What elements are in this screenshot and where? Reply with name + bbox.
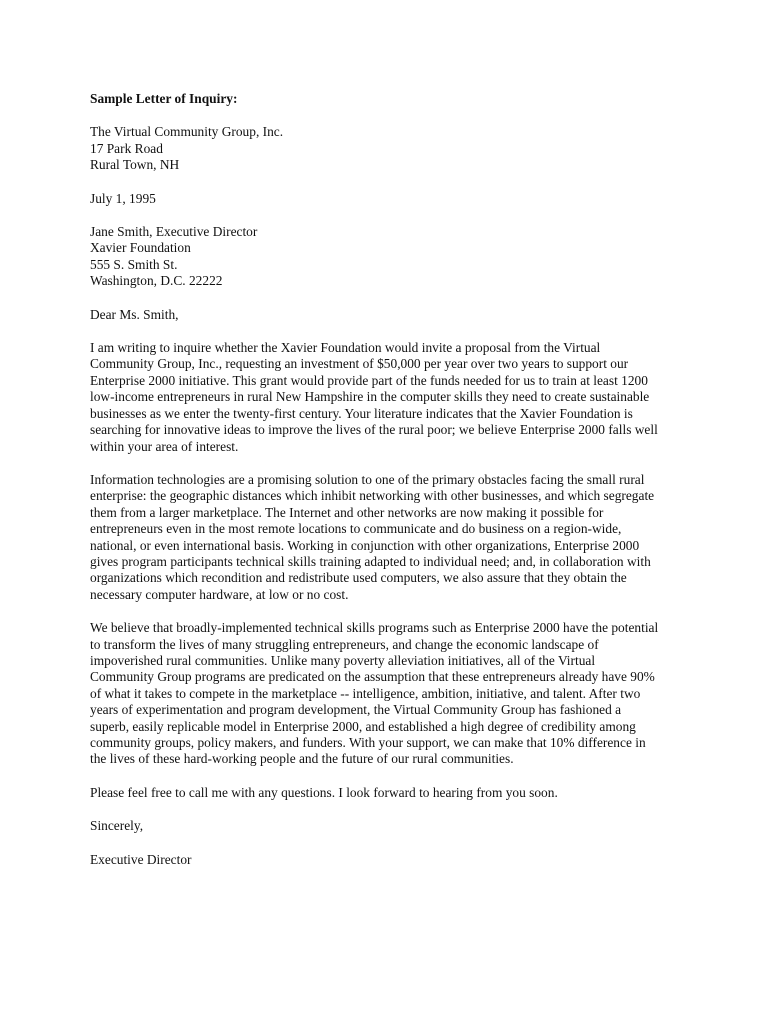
paragraph-line: to transform the lives of many struggling entrepreneurs, and change the economic landscape of: [90, 636, 599, 652]
recipient-line: Washington, D.C. 22222: [90, 273, 223, 289]
paragraph-line: the lives of these hard-working people and the future of our rural communities.: [90, 751, 514, 767]
paragraph-line: Information technologies are a promising solution to one of the primary obstacles facing the small rural: [90, 471, 645, 487]
letter-page: [90, 91, 690, 885]
body-paragraph-4: [90, 785, 690, 801]
body-paragraph-3: [90, 620, 690, 768]
letter-title: Sample Letter of Inquiry:: [90, 91, 238, 106]
salutation: Dear Ms. Smith,: [90, 306, 179, 322]
paragraph-line: within your area of interest.: [90, 438, 239, 454]
paragraph-line: community groups, policy makers, and funders. With your support, we can make that 10% difference in: [90, 735, 646, 750]
paragraph-line: national, or even international basis. Working in conjunction with other organizations, Enterprise 2000: [90, 537, 640, 553]
sender-address: [90, 124, 690, 173]
paragraph-line: low-income entrepreneurs in rural New Hampshire in the computer skills they need to create sustainable: [90, 389, 650, 405]
sender-line: Rural Town, NH: [90, 157, 180, 173]
paragraph-line: businesses as we enter the twenty-first century. Your literature indicates that the Xavier Foundation is: [90, 405, 633, 421]
recipient-line: 555 S. Smith St.: [90, 256, 178, 272]
paragraph-line: Please feel free to call me with any questions. I look forward to hearing from you soon.: [90, 784, 558, 800]
closing: Sincerely,: [90, 818, 144, 834]
paragraph-line: years of experimentation and program development, the Virtual Community Group has fashioned a: [90, 702, 622, 718]
paragraph-line: entrepreneurs even in the most remote locations to communicate and do business on a region-wide,: [90, 521, 622, 537]
paragraph-line: enterprise: the geographic distances which inhibit networking with other businesses, and which segregate: [90, 488, 655, 504]
body-paragraph-2: [90, 472, 690, 603]
paragraph-line: Community Group programs are predicated on the assumption that these entrepreneurs already have 90%: [90, 669, 655, 685]
sender-line: The Virtual Community Group, Inc.: [90, 124, 284, 140]
paragraph-line: We believe that broadly-implemented technical skills programs such as Enterprise 2000 have the potential: [90, 620, 659, 636]
paragraph-line: superb, easily replicable model in Enterprise 2000, and established a high degree of credibility among: [90, 718, 636, 734]
body-paragraph-1: [90, 340, 690, 455]
paragraph-line: Community Group, Inc., requesting an investment of $50,000 per year over two years to support our: [90, 356, 629, 372]
recipient-line: Xavier Foundation: [90, 240, 191, 256]
paragraph-line: necessary computer hardware, at low or no cost.: [90, 586, 349, 602]
sender-line: 17 Park Road: [90, 140, 163, 156]
paragraph-line: gives program participants technical skills training adapted to individual need; and, in collaboration with: [90, 553, 651, 569]
paragraph-line: I am writing to inquire whether the Xavier Foundation would invite a proposal from the Virtual: [90, 340, 601, 356]
paragraph-line: organizations which recondition and redistribute used computers, we also assure that they obtain the: [90, 570, 627, 586]
recipient-line: Jane Smith, Executive Director: [90, 224, 258, 240]
signature-title: Executive Director: [90, 851, 192, 867]
paragraph-line: impoverished rural communities. Unlike many poverty alleviation initiatives, all of the Virtual: [90, 652, 596, 668]
paragraph-line: them from a larger marketplace. The Internet and other networks are now making it possible for: [90, 504, 604, 520]
paragraph-line: searching for innovative ideas to improve the lives of the rural poor; we believe Enterprise 2000 falls well: [90, 422, 658, 438]
recipient-address: [90, 224, 690, 290]
letter-date: July 1, 1995: [90, 190, 156, 206]
paragraph-line: Enterprise 2000 initiative. This grant would provide part of the funds needed for us to train at least 1200: [90, 372, 648, 388]
paragraph-line: of what it takes to compete in the marketplace -- intelligence, ambition, initiative, and talent. After two: [90, 685, 641, 701]
